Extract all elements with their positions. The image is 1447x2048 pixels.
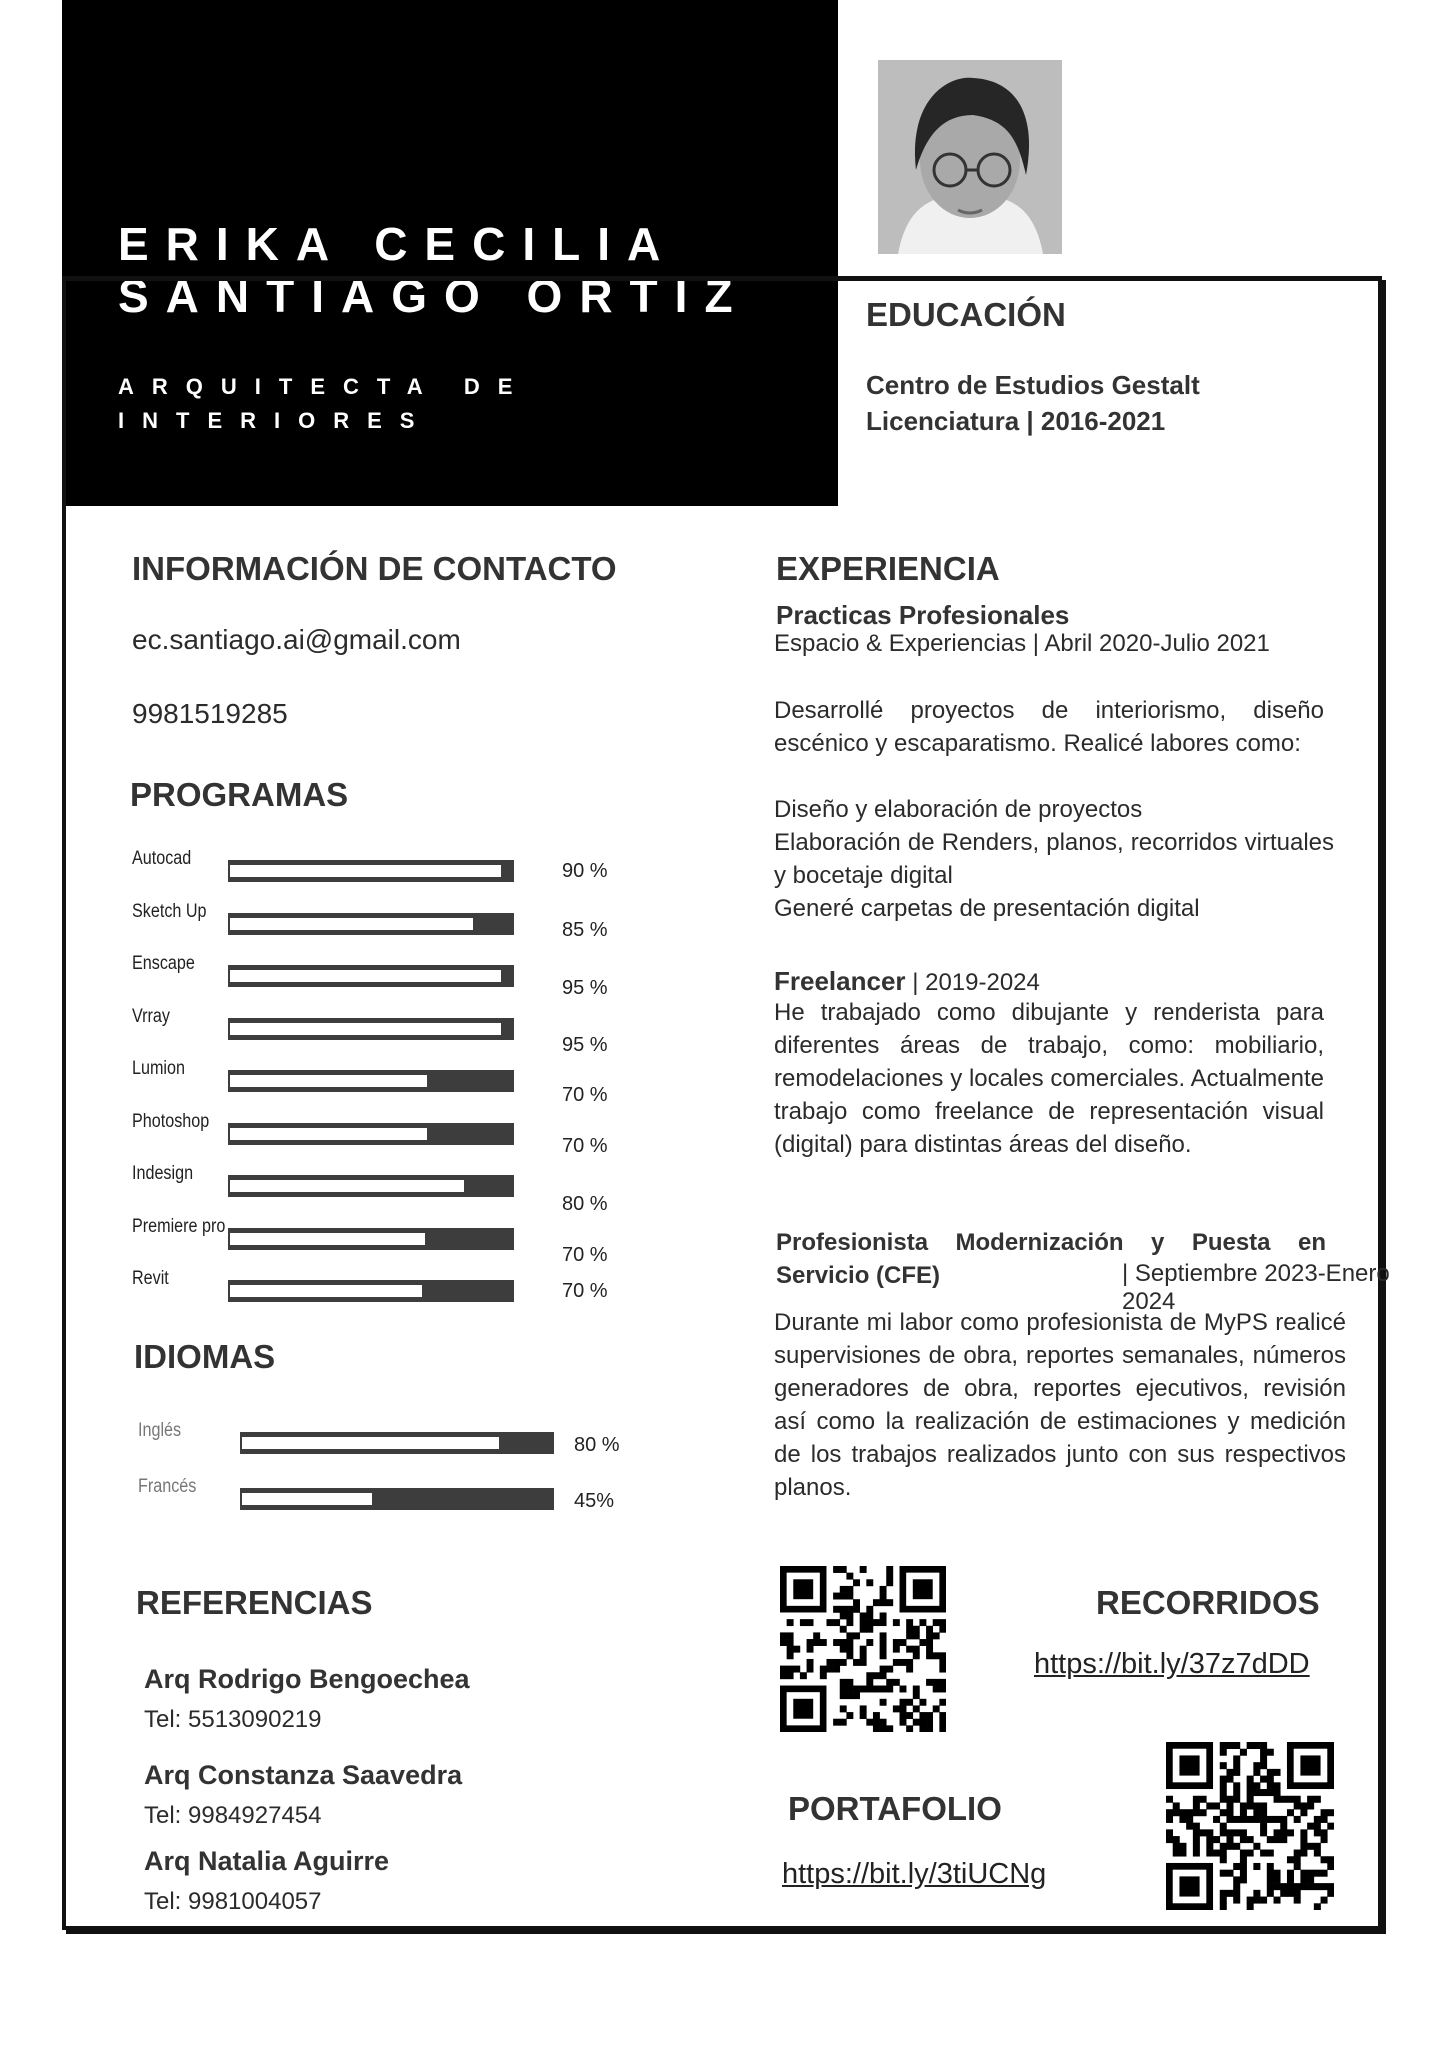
program-bar-fill <box>230 970 501 982</box>
program-percent: 70 % <box>562 1134 608 1157</box>
reference-2-tel: Tel: 9984927454 <box>144 1802 322 1829</box>
program-bar <box>228 1175 514 1197</box>
program-bar <box>228 913 514 935</box>
program-bar-fill <box>230 1285 422 1297</box>
program-bar <box>228 860 514 882</box>
reference-2-name: Arq Constanza Saavedra <box>144 1760 463 1790</box>
program-bar-fill <box>230 1180 464 1192</box>
program-label: Indesign <box>132 1163 194 1184</box>
contact-title: INFORMACIÓN DE CONTACTO <box>132 550 617 587</box>
references-title: REFERENCIAS <box>136 1584 373 1621</box>
program-bar-fill <box>230 1128 427 1140</box>
contact-email[interactable]: ec.santiago.ai@gmail.com <box>132 624 461 655</box>
job-2-meta: | 2019-2024 <box>905 969 1040 996</box>
program-bar <box>228 1123 514 1145</box>
language-bar-fill <box>242 1493 372 1505</box>
programs-title: PROGRAMAS <box>130 776 349 813</box>
job-3-meta: | Septiembre 2023-Enero 2024 <box>1122 1260 1390 1315</box>
job-role: ARQUITECTA DE INTERIORES <box>118 374 531 433</box>
job-1-line-3: Generé carpetas de presentación digital <box>774 895 1200 922</box>
program-bar-fill <box>230 865 501 877</box>
program-bar <box>228 1070 514 1092</box>
job-3-title: Profesionista Modernización y Puesta en Servicio (CFE) <box>776 1229 1326 1289</box>
job-2-title: Freelancer <box>774 966 906 996</box>
recorridos-link[interactable]: https://bit.ly/37z7dDD <box>1034 1648 1310 1680</box>
education-degree: Licenciatura | 2016-2021 <box>866 406 1166 436</box>
recorridos-qr-code[interactable] <box>780 1566 946 1732</box>
program-label: Premiere pro <box>132 1215 226 1237</box>
job-1-title: Practicas Profesionales <box>776 600 1070 630</box>
job-2-description: He trabajado como dibujante y renderista para diferentes áreas de trabajo, como: mobiliario, remodelaciones y locales comerciales. Actualmente trabajo como freelance de representación visual (digital) para distintas áreas del diseño. <box>774 999 1324 1158</box>
recorridos-title: RECORRIDOS <box>1096 1584 1320 1621</box>
program-label: Lumion <box>132 1058 185 1079</box>
program-bar <box>228 965 514 987</box>
language-percent: 80 % <box>574 1434 620 1456</box>
job-1-line-2: Elaboración de Renders, planos, recorridos virtuales y bocetaje digital <box>774 829 1334 889</box>
experience-title: EXPERIENCIA <box>776 550 1000 587</box>
name-line-1: ERIKA CECILIA <box>118 218 678 270</box>
program-label: Autocad <box>132 848 192 869</box>
job-1-line-1: Diseño y elaboración de proyectos <box>774 796 1143 823</box>
program-label: Sketch Up <box>132 900 207 922</box>
program-bar <box>228 1228 514 1250</box>
name-line-2: SANTIAGO ORTIZ <box>118 270 750 322</box>
program-percent: 85 % <box>562 918 608 941</box>
job-1-meta: Espacio & Experiencias | Abril 2020-Julio 2021 <box>774 630 1270 657</box>
program-bar <box>228 1280 514 1302</box>
language-label: Inglés <box>138 1420 182 1441</box>
program-percent: 80 % <box>562 1193 608 1215</box>
program-bar-fill <box>230 1233 425 1245</box>
program-percent: 95 % <box>562 1033 608 1056</box>
program-label: Enscape <box>132 953 195 974</box>
program-bar-fill <box>230 918 473 930</box>
portafolio-title: PORTAFOLIO <box>788 1790 1002 1827</box>
program-bar-fill <box>230 1023 501 1035</box>
language-percent: 45% <box>574 1490 615 1512</box>
contact-phone[interactable]: 9981519285 <box>132 698 288 729</box>
program-bar <box>228 1018 514 1040</box>
reference-3-tel: Tel: 9981004057 <box>144 1888 322 1915</box>
reference-3-name: Arq Natalia Aguirre <box>144 1846 390 1876</box>
job-3-description: Durante mi labor como profesionista de MyPS realicé supervisiones de obra, reportes semanales, números generadores de obra, reportes ejecutivos, revisión así como la realización de estimaciones y medición de los trabajos realizados junto con sus respectivos planos. <box>774 1309 1346 1501</box>
job-1-lines <box>774 793 1334 925</box>
education-title: EDUCACIÓN <box>866 296 1066 333</box>
program-percent: 70 % <box>562 1280 608 1302</box>
language-label: Francés <box>138 1476 197 1497</box>
program-label: Revit <box>132 1268 169 1289</box>
program-percent: 90 % <box>562 860 608 882</box>
program-percent: 70 % <box>562 1243 608 1266</box>
program-bar-fill <box>230 1075 427 1087</box>
program-label: Vrray <box>132 1005 170 1027</box>
languages-title: IDIOMAS <box>134 1338 276 1375</box>
language-bar-fill <box>242 1437 499 1449</box>
program-label: Photoshop <box>132 1110 210 1132</box>
language-bar <box>240 1432 554 1454</box>
program-percent: 95 % <box>562 977 608 999</box>
job-2-header <box>774 966 1040 997</box>
language-bar <box>240 1488 554 1510</box>
program-percent: 70 % <box>562 1084 608 1106</box>
portafolio-qr-code[interactable] <box>1166 1742 1334 1910</box>
reference-1-tel: Tel: 5513090219 <box>144 1706 322 1733</box>
job-1-description: Desarrollé proyectos de interiorismo, diseño escénico y escaparatismo. Realicé labores como: <box>774 697 1324 757</box>
education-school: Centro de Estudios Gestalt <box>866 370 1200 400</box>
profile-photo <box>878 60 1062 254</box>
portafolio-link[interactable]: https://bit.ly/3tiUCNg <box>782 1858 1047 1890</box>
reference-1-name: Arq Rodrigo Bengoechea <box>144 1664 470 1694</box>
